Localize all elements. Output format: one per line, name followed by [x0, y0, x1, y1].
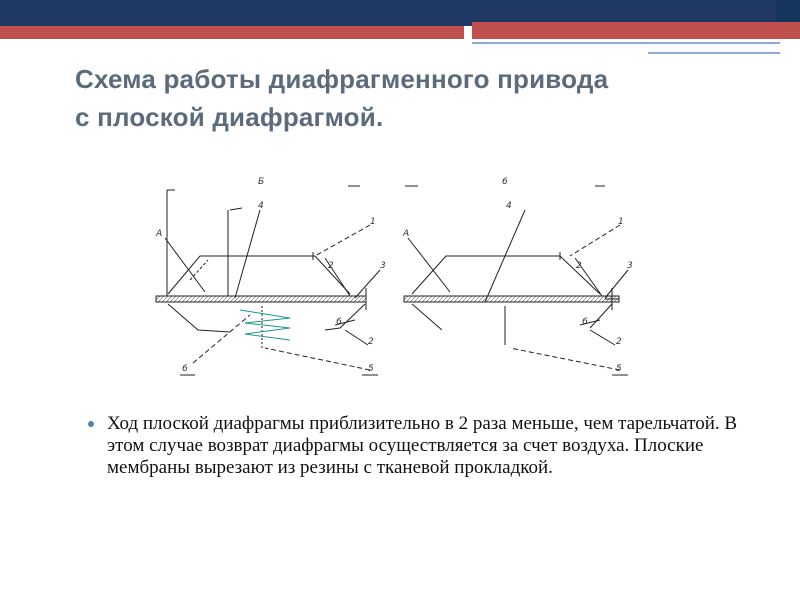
bullet-text: Ход плоской диафрагмы приблизительно в 2 раза меньше, чем тарельчатой. В этом случае возврат диафрагмы осуществляется за счет воздуха. Плоские мембраны вырезают из резины с тканевой прокладкой. — [107, 413, 738, 478]
left-lower-cover — [168, 304, 230, 332]
top-band-red-right — [472, 22, 800, 39]
top-band-red-left — [0, 26, 464, 39]
slide-title-line-1: Схема работы диафрагменного привода — [75, 64, 609, 94]
left-leader-2b — [345, 330, 368, 345]
right-actuator — [404, 186, 628, 375]
right-label-A: А — [403, 229, 410, 239]
actuator-diagram-svg — [150, 170, 640, 385]
left-label-2b: 2 — [368, 337, 374, 347]
left-upper-cover — [168, 256, 350, 294]
right-label-6: 6 — [582, 317, 588, 327]
left-label-3: 3 — [380, 261, 386, 271]
left-leader-4 — [235, 210, 260, 298]
top-band-corner — [776, 0, 800, 22]
right-leader-A — [408, 238, 450, 292]
right-diaphragm — [404, 296, 619, 302]
slide-title — [75, 60, 755, 136]
accent-line-upper — [472, 42, 780, 44]
right-label-3: 3 — [627, 261, 633, 271]
left-leader-5 — [265, 348, 370, 370]
left-lower-cover-right — [325, 304, 365, 330]
right-leader-5 — [510, 348, 620, 370]
left-leader-3 — [355, 270, 380, 298]
left-upper-cover-inner — [190, 260, 208, 280]
right-leader-2b — [590, 330, 615, 345]
left-label-top: Б — [258, 177, 265, 187]
left-label-bottom-5: 5 — [368, 364, 374, 374]
accent-line-lower — [648, 52, 780, 54]
left-actuator — [156, 186, 380, 375]
left-spring — [240, 310, 290, 340]
slide-title-line-2: с плоской диафрагмой. — [75, 102, 384, 132]
left-label-6: 6 — [336, 317, 342, 327]
right-label-2: 2 — [576, 261, 582, 271]
right-label-2b: 2 — [616, 337, 622, 347]
actuator-diagram — [150, 170, 640, 385]
left-leader-1 — [315, 225, 370, 256]
right-leader-3 — [605, 270, 628, 298]
left-label-2: 2 — [328, 261, 334, 271]
top-band-gap — [464, 26, 472, 39]
left-leader-6-bottom — [193, 315, 250, 363]
right-lower-cover — [412, 304, 442, 330]
left-label-A: А — [156, 229, 163, 239]
right-label-1: 1 — [618, 217, 624, 227]
bullet-dot-icon — [88, 421, 94, 427]
right-upper-cover — [412, 256, 600, 294]
left-label-4: 4 — [258, 201, 264, 211]
bullet-item — [88, 413, 738, 479]
left-label-1: 1 — [370, 217, 376, 227]
left-diaphragm — [156, 296, 366, 302]
left-label-bottom-6: 6 — [182, 364, 188, 374]
left-mark-top — [230, 208, 242, 210]
left-leader-A — [165, 238, 205, 292]
right-lower-cover-right — [590, 304, 612, 328]
right-label-top: 6 — [502, 177, 508, 187]
right-leader-1 — [570, 225, 620, 256]
right-label-bottom-5: 5 — [616, 364, 622, 374]
right-label-4: 4 — [506, 201, 512, 211]
